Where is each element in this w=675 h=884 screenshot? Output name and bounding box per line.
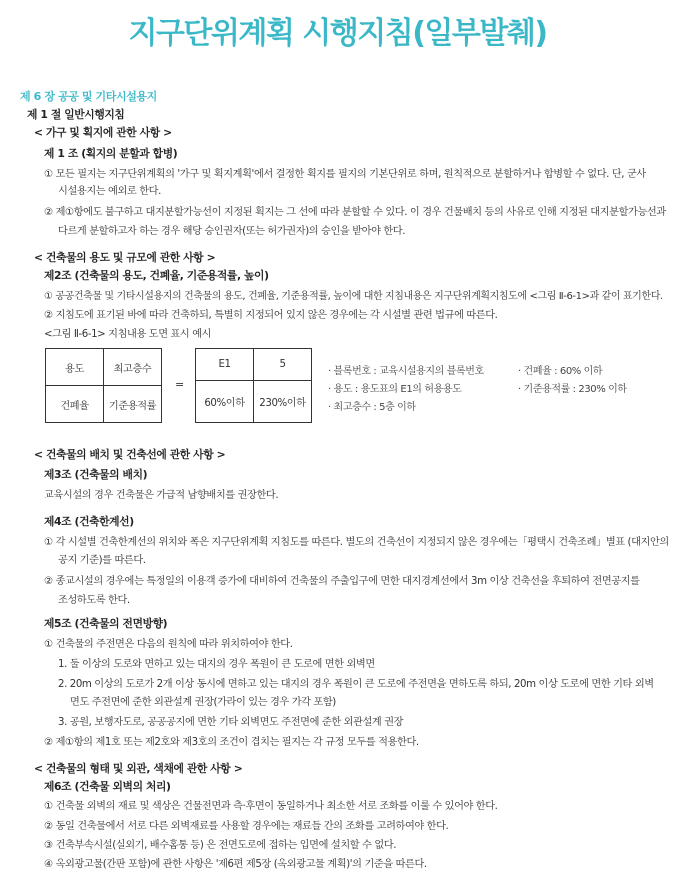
article-line: 2. 20m 이상의 도로가 2개 이상 동시에 면하고 있는 대지의 경우 폭원이 큰 도로에 주전면을 면하도록 하되, 20m 이상 도로에 면한 기타 외벽: [58, 679, 654, 690]
article-title: 제2조 (건축물의 용도, 건폐율, 기준용적률, 높이): [44, 269, 269, 282]
table-cell: 기준용적률: [104, 386, 162, 423]
table-cell: E1: [196, 349, 254, 381]
article-line: ② 종교시설의 경우에는 특정일의 이용객 증가에 대비하여 건축물의 주출입구에 면한 대지경계선에서 3m 이상 건축선을 후퇴하여 전면공지를: [44, 576, 640, 587]
equals-sign: =: [175, 378, 185, 391]
table-cell: 용도: [46, 349, 104, 386]
article-line: ① 모든 필지는 지구단위계획의 '가구 및 획지계획'에서 결정한 획지를 필지의 기본단위로 하며, 원칙적으로 분할하거나 합병할 수 없다. 단, 군사: [44, 169, 646, 180]
article-line: ① 공공건축물 및 기타시설용지의 건축물의 용도, 건폐율, 기준용적률, 높이에 대한 지침내용은 지구단위계획지침도에 <그림 Ⅱ-6-1>과 같이 표기한다.: [44, 291, 663, 302]
legend-item: · 건폐율 : 60% 이하: [518, 366, 603, 377]
article-line: 다르게 분할하고자 하는 경우 해당 승인권자(또는 허가권자)의 승인을 받아야 한다.: [58, 226, 406, 237]
legend-item: · 용도 : 용도표의 E1의 허용용도: [328, 384, 462, 395]
article-line: 조성하도록 한다.: [58, 595, 130, 606]
article-title: 제5조 (건축물의 전면방향): [44, 617, 168, 630]
block-heading: < 건축물의 배치 및 건축선에 관한 사항 >: [34, 448, 226, 461]
table-cell: 건폐율: [46, 386, 104, 423]
article-line: 3. 공원, 보행자도로, 공공공지에 면한 기타 외벽면도 주전면에 준한 외관설계 권장: [58, 717, 404, 728]
table-cell: 5: [254, 349, 312, 381]
article-line: 공지 기준)를 따른다.: [58, 555, 146, 566]
block-heading: < 건축물의 형태 및 외관, 색채에 관한 사항 >: [34, 762, 243, 775]
page-title: 지구단위계획 시행지침(일부발췌): [128, 16, 547, 51]
article-line: ② 제①항에도 불구하고 대지분할가능선이 지정된 획지는 그 선에 따라 분할할 수 있다. 이 경우 건물배치 등의 사유로 인해 지정된 대지분할가능선과: [44, 207, 666, 218]
article-title: 제6조 (건축물 외벽의 처리): [44, 780, 171, 793]
article-line: ① 건축물의 주전면은 다음의 원칙에 따라 위치하여야 한다.: [44, 639, 293, 650]
block-heading: < 가구 및 획지에 관한 사항 >: [34, 126, 172, 139]
article-line: ② 제①항의 제1호 또는 제2호와 제3호의 조건이 겹치는 필지는 각 규정 모두를 적용한다.: [44, 737, 419, 748]
article-title: 제4조 (건축한계선): [44, 515, 134, 528]
legend-item: · 블록번호 : 교육시설용지의 블록번호: [328, 366, 484, 377]
article-line: ② 지침도에 표기된 바에 따라 건축하되, 특별히 지정되어 있지 않은 경우에는 각 시설별 관련 법규에 따른다.: [44, 310, 498, 321]
article-line: ① 건축물 외벽의 재료 및 색상은 건물전면과 측·후면이 동일하거나 최소한 서로 조화를 이룰 수 있어야 한다.: [44, 801, 498, 812]
article-line: 시설용지는 예외로 한다.: [58, 186, 161, 197]
article-line: ① 각 시설별 건축한계선의 위치와 폭은 지구단위계획 지침도를 따른다. 별도의 건축선이 지정되지 않은 경우에는「평택시 건축조례」별표 (대지안의: [44, 537, 669, 548]
article-line: ③ 건축부속시설(실외기, 배수홈통 등) 은 전면도로에 접하는 입면에 설치할 수 없다.: [44, 840, 397, 851]
section-heading: 제 1 절 일반시행지침: [27, 108, 125, 121]
chapter-heading: 제 6 장 공공 및 기타시설용지: [20, 90, 157, 103]
figure-caption: <그림 Ⅱ-6-1> 지침내용 도면 표시 예시: [44, 329, 212, 340]
article-line: ④ 옥외광고물(간판 포함)에 관한 사항은 '제6편 제5장 (옥외광고물 계획)'의 기준을 따른다.: [44, 859, 427, 870]
figure-right-table: [195, 348, 312, 423]
article-title: 제 1 조 (획지의 분할과 합병): [44, 147, 178, 160]
article-line: 교육시설의 경우 건축물은 가급적 남향배치를 권장한다.: [44, 490, 279, 501]
article-line: ② 동일 건축물에서 서로 다른 외벽재료를 사용할 경우에는 재료들 간의 조화를 고려하여야 한다.: [44, 821, 449, 832]
legend-item: · 최고층수 : 5층 이하: [328, 402, 416, 413]
table-cell: 230%이하: [254, 380, 312, 422]
figure-left-table: [45, 348, 162, 423]
legend-item: · 기준용적률 : 230% 이하: [518, 384, 627, 395]
table-cell: 최고층수: [104, 349, 162, 386]
article-title: 제3조 (건축물의 배치): [44, 468, 148, 481]
block-heading: < 건축물의 용도 및 규모에 관한 사항 >: [34, 251, 216, 264]
article-line: 면도 주전면에 준한 외관설계 권장(가라이 있는 경우 가각 포함): [70, 697, 336, 708]
article-line: 1. 둘 이상의 도로와 면하고 있는 대지의 경우 폭원이 큰 도로에 면한 외벽면: [58, 659, 375, 670]
table-cell: 60%이하: [196, 380, 254, 422]
